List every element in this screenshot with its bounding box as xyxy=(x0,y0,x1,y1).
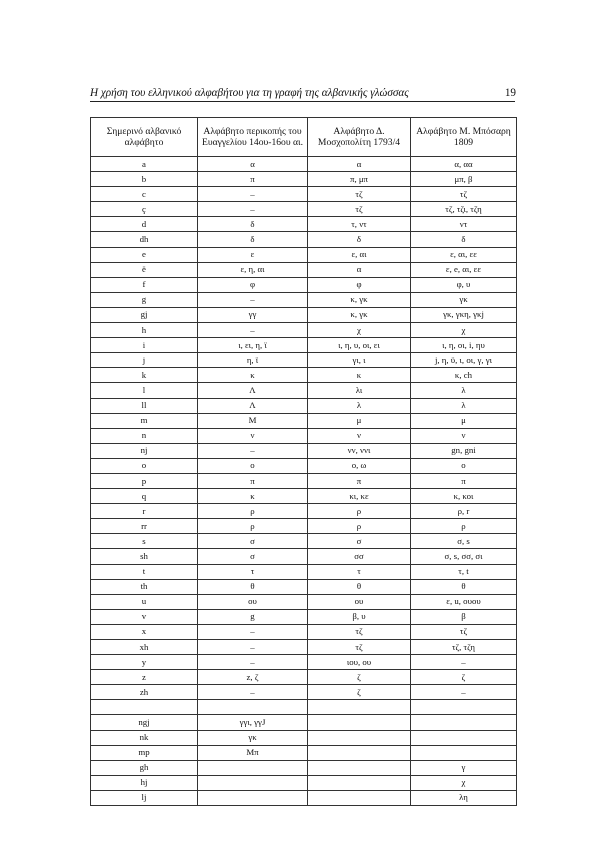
table-cell: ντ xyxy=(411,217,517,232)
column-header-modern-albanian: Σημερινό αλβανικό αλφάβητο xyxy=(91,118,198,157)
table-cell: λ xyxy=(411,383,517,398)
table-cell: κ xyxy=(198,489,308,504)
table-cell: g xyxy=(91,292,198,307)
table-row xyxy=(91,730,517,745)
table-cell: rr xyxy=(91,519,198,534)
table-row xyxy=(91,790,517,805)
table-cell: β xyxy=(411,609,517,624)
table-row xyxy=(91,473,517,488)
table-cell: θ xyxy=(198,579,308,594)
table-row xyxy=(91,338,517,353)
table-row xyxy=(91,217,517,232)
table-cell: ν xyxy=(411,428,517,443)
table-row xyxy=(91,232,517,247)
table-cell: p xyxy=(91,473,198,488)
table-row xyxy=(91,745,517,760)
table-cell: δ xyxy=(411,232,517,247)
table-body xyxy=(91,157,517,806)
table-row xyxy=(91,640,517,655)
table-cell: π xyxy=(308,473,411,488)
table-cell: th xyxy=(91,579,198,594)
alphabet-table xyxy=(90,117,517,806)
table-row xyxy=(91,489,517,504)
table-cell: – xyxy=(198,323,308,338)
table-cell: ε, αι, εε xyxy=(411,247,517,262)
table-cell: s xyxy=(91,534,198,549)
table-cell: ιου, ου xyxy=(308,655,411,670)
table-cell: dh xyxy=(91,232,198,247)
table-cell: β, υ xyxy=(308,609,411,624)
table-cell: σσ xyxy=(308,549,411,564)
table-cell: λ xyxy=(411,398,517,413)
table-cell xyxy=(308,730,411,745)
table-cell: – xyxy=(198,443,308,458)
table-cell: χ xyxy=(411,775,517,790)
table-cell: Λ xyxy=(198,398,308,413)
table-cell: ρ xyxy=(198,504,308,519)
table-cell: k xyxy=(91,368,198,383)
table-cell: τ xyxy=(308,564,411,579)
table-cell: l xyxy=(91,383,198,398)
table-cell: m xyxy=(91,413,198,428)
table-cell: – xyxy=(198,187,308,202)
table-cell: ç xyxy=(91,202,198,217)
table-cell: λι xyxy=(308,383,411,398)
table-cell: gh xyxy=(91,760,198,775)
table-cell: gn, gni xyxy=(411,443,517,458)
table-cell: κ, κοι xyxy=(411,489,517,504)
table-cell: δ xyxy=(198,232,308,247)
table-cell xyxy=(308,775,411,790)
table-row xyxy=(91,413,517,428)
table-cell: r xyxy=(91,504,198,519)
table-cell: φ, υ xyxy=(411,277,517,292)
table-cell: – xyxy=(198,655,308,670)
table-cell: κ, γκ xyxy=(308,292,411,307)
table-cell: ε, η, αι xyxy=(198,262,308,277)
table-cell: ρ xyxy=(308,519,411,534)
table-row xyxy=(91,323,517,338)
table-cell: λ xyxy=(308,398,411,413)
table-cell: σ xyxy=(198,549,308,564)
column-header-gospel: Αλφάβητο περικοπής του Ευαγγελίου 14ου-16ου αι. xyxy=(198,118,308,157)
table-cell: mp xyxy=(91,745,198,760)
table-cell: δ xyxy=(308,232,411,247)
table-cell: lj xyxy=(91,790,198,805)
table-row xyxy=(91,685,517,700)
table-cell: σ, s, σσ, σι xyxy=(411,549,517,564)
table-cell: Μπ xyxy=(198,745,308,760)
table-cell: π xyxy=(198,473,308,488)
table-row xyxy=(91,458,517,473)
table-row xyxy=(91,262,517,277)
table-cell: τ xyxy=(198,564,308,579)
table-cell: ου xyxy=(198,594,308,609)
table-cell: θ xyxy=(411,579,517,594)
table-cell: ζ xyxy=(308,685,411,700)
table-cell: φ xyxy=(198,277,308,292)
table-cell: γι, ι xyxy=(308,353,411,368)
table-cell: Λ xyxy=(198,383,308,398)
table-cell: τζ xyxy=(308,640,411,655)
table-row xyxy=(91,624,517,639)
table-row xyxy=(91,247,517,262)
table-cell: Μ xyxy=(198,413,308,428)
table-cell: j, η, ϋ, ι, οι, γ, γι xyxy=(411,353,517,368)
table-cell: τζ xyxy=(308,624,411,639)
table-cell: γγ xyxy=(198,307,308,322)
table-cell: j xyxy=(91,353,198,368)
table-cell xyxy=(411,745,517,760)
table-cell: γκ, γκη, γκj xyxy=(411,307,517,322)
table-cell: κι, κε xyxy=(308,489,411,504)
table-row xyxy=(91,172,517,187)
table-cell: νν, ννι xyxy=(308,443,411,458)
table-cell: g xyxy=(198,609,308,624)
table-cell: – xyxy=(198,685,308,700)
table-cell: τζ, τζη xyxy=(411,640,517,655)
table-row xyxy=(91,579,517,594)
table-cell: τζ xyxy=(411,187,517,202)
table-cell: – xyxy=(198,640,308,655)
table-cell: ζ xyxy=(308,670,411,685)
table-cell: τζ, τζι, τζη xyxy=(411,202,517,217)
table-cell: ll xyxy=(91,398,198,413)
table-row xyxy=(91,670,517,685)
table-row xyxy=(91,443,517,458)
table-cell xyxy=(91,700,198,715)
table-row xyxy=(91,775,517,790)
running-header: Η χρήση του ελληνικού αλφαβήτου για τη γραφή της αλβανικής γλώσσας xyxy=(90,87,409,99)
table-cell: α, αα xyxy=(411,157,517,172)
table-cell: π xyxy=(198,172,308,187)
table-cell: π, μπ xyxy=(308,172,411,187)
table-cell: λη xyxy=(411,790,517,805)
table-cell: σ, s xyxy=(411,534,517,549)
table-cell: i xyxy=(91,338,198,353)
table-cell: τζ xyxy=(308,187,411,202)
table-cell: a xyxy=(91,157,198,172)
table-cell: α xyxy=(308,157,411,172)
table-row xyxy=(91,353,517,368)
table-cell: nk xyxy=(91,730,198,745)
table-cell: ε, αι xyxy=(308,247,411,262)
table-cell: – xyxy=(198,292,308,307)
table-cell: n xyxy=(91,428,198,443)
column-header-moschopolitis: Αλφάβητο Δ. Μοσχοπολίτη 1793/4 xyxy=(308,118,411,157)
table-cell: α xyxy=(308,262,411,277)
table-cell: π xyxy=(411,473,517,488)
table-cell xyxy=(411,730,517,745)
table-row xyxy=(91,157,517,172)
table-cell: μπ, β xyxy=(411,172,517,187)
table-row xyxy=(91,202,517,217)
table-cell: ë xyxy=(91,262,198,277)
header-row xyxy=(91,118,517,157)
table-cell: hj xyxy=(91,775,198,790)
table-row xyxy=(91,504,517,519)
table-row xyxy=(91,368,517,383)
table-cell: ν xyxy=(198,428,308,443)
table-row xyxy=(91,700,517,715)
table-cell xyxy=(308,760,411,775)
table-cell xyxy=(308,790,411,805)
table-cell: gj xyxy=(91,307,198,322)
table-cell: d xyxy=(91,217,198,232)
table-cell: μ xyxy=(308,413,411,428)
table-cell: σ xyxy=(198,534,308,549)
table-row xyxy=(91,609,517,624)
table-row xyxy=(91,534,517,549)
page-number: 19 xyxy=(504,87,516,99)
table-cell: τ, ντ xyxy=(308,217,411,232)
table-row xyxy=(91,428,517,443)
table-cell: e xyxy=(91,247,198,262)
table-cell xyxy=(198,790,308,805)
table-cell xyxy=(308,700,411,715)
header-rule xyxy=(90,101,515,102)
table-cell: η, ϊ xyxy=(198,353,308,368)
table-cell: nj xyxy=(91,443,198,458)
table-cell: ο, ω xyxy=(308,458,411,473)
table-row xyxy=(91,292,517,307)
table-cell: γκ xyxy=(198,730,308,745)
table-cell: ρ, r xyxy=(411,504,517,519)
table-cell: ζ xyxy=(411,670,517,685)
table-cell: θ xyxy=(308,579,411,594)
table-cell: z xyxy=(91,670,198,685)
table-cell: q xyxy=(91,489,198,504)
table-cell: κ xyxy=(198,368,308,383)
table-cell: ο xyxy=(198,458,308,473)
table-cell: u xyxy=(91,594,198,609)
table-cell: xh xyxy=(91,640,198,655)
table-cell: γ xyxy=(411,760,517,775)
table-cell: χ xyxy=(411,323,517,338)
table-cell: c xyxy=(91,187,198,202)
table-cell xyxy=(198,760,308,775)
table-cell: γκ xyxy=(411,292,517,307)
table-cell: ρ xyxy=(198,519,308,534)
table-cell: zh xyxy=(91,685,198,700)
table-cell xyxy=(411,715,517,730)
table-cell: τ, t xyxy=(411,564,517,579)
table-cell: ι, ει, η, ϊ xyxy=(198,338,308,353)
table-cell: σ xyxy=(308,534,411,549)
table-cell: x xyxy=(91,624,198,639)
table-row xyxy=(91,655,517,670)
table-cell: δ xyxy=(198,217,308,232)
table-cell: h xyxy=(91,323,198,338)
table-cell xyxy=(198,775,308,790)
table-cell: ν xyxy=(308,428,411,443)
table-cell: ε, u, ουου xyxy=(411,594,517,609)
table-cell: – xyxy=(411,655,517,670)
table-cell: ου xyxy=(308,594,411,609)
table-row xyxy=(91,549,517,564)
table-row xyxy=(91,564,517,579)
table-row xyxy=(91,277,517,292)
table-cell: φ xyxy=(308,277,411,292)
table-cell: – xyxy=(198,624,308,639)
table-cell: κ, γκ xyxy=(308,307,411,322)
table-cell: t xyxy=(91,564,198,579)
table-cell: ι, η, οι, i, ηυ xyxy=(411,338,517,353)
table-row xyxy=(91,398,517,413)
table-row xyxy=(91,383,517,398)
table-row xyxy=(91,307,517,322)
table-cell: ε xyxy=(198,247,308,262)
table-cell xyxy=(308,715,411,730)
table-row xyxy=(91,519,517,534)
table-cell: f xyxy=(91,277,198,292)
table-cell: sh xyxy=(91,549,198,564)
table-cell: – xyxy=(198,202,308,217)
table-row xyxy=(91,760,517,775)
table-cell xyxy=(198,700,308,715)
table-cell: z, ζ xyxy=(198,670,308,685)
table-cell: y xyxy=(91,655,198,670)
table-cell: τζ xyxy=(308,202,411,217)
table-header xyxy=(91,118,517,157)
table-row xyxy=(91,187,517,202)
table-cell: μ xyxy=(411,413,517,428)
table-cell: o xyxy=(91,458,198,473)
table-cell: ngj xyxy=(91,715,198,730)
table-cell xyxy=(308,745,411,760)
table-cell: ε, e, αι, εε xyxy=(411,262,517,277)
table-cell: τζ xyxy=(411,624,517,639)
table-cell: κ, ch xyxy=(411,368,517,383)
table-cell: ο xyxy=(411,458,517,473)
table-cell: α xyxy=(198,157,308,172)
table-cell: ι, η, υ, οι, ει xyxy=(308,338,411,353)
table-row xyxy=(91,715,517,730)
table-cell: – xyxy=(411,685,517,700)
table-row xyxy=(91,594,517,609)
table-cell: v xyxy=(91,609,198,624)
table-cell: κ xyxy=(308,368,411,383)
table-cell: ρ xyxy=(411,519,517,534)
table-cell: χ xyxy=(308,323,411,338)
table-cell: b xyxy=(91,172,198,187)
column-header-bosaris: Αλφάβητο Μ. Μπόσαρη 1809 xyxy=(411,118,517,157)
table-cell: γγι, γγJ xyxy=(198,715,308,730)
table-cell xyxy=(411,700,517,715)
table-cell: ρ xyxy=(308,504,411,519)
